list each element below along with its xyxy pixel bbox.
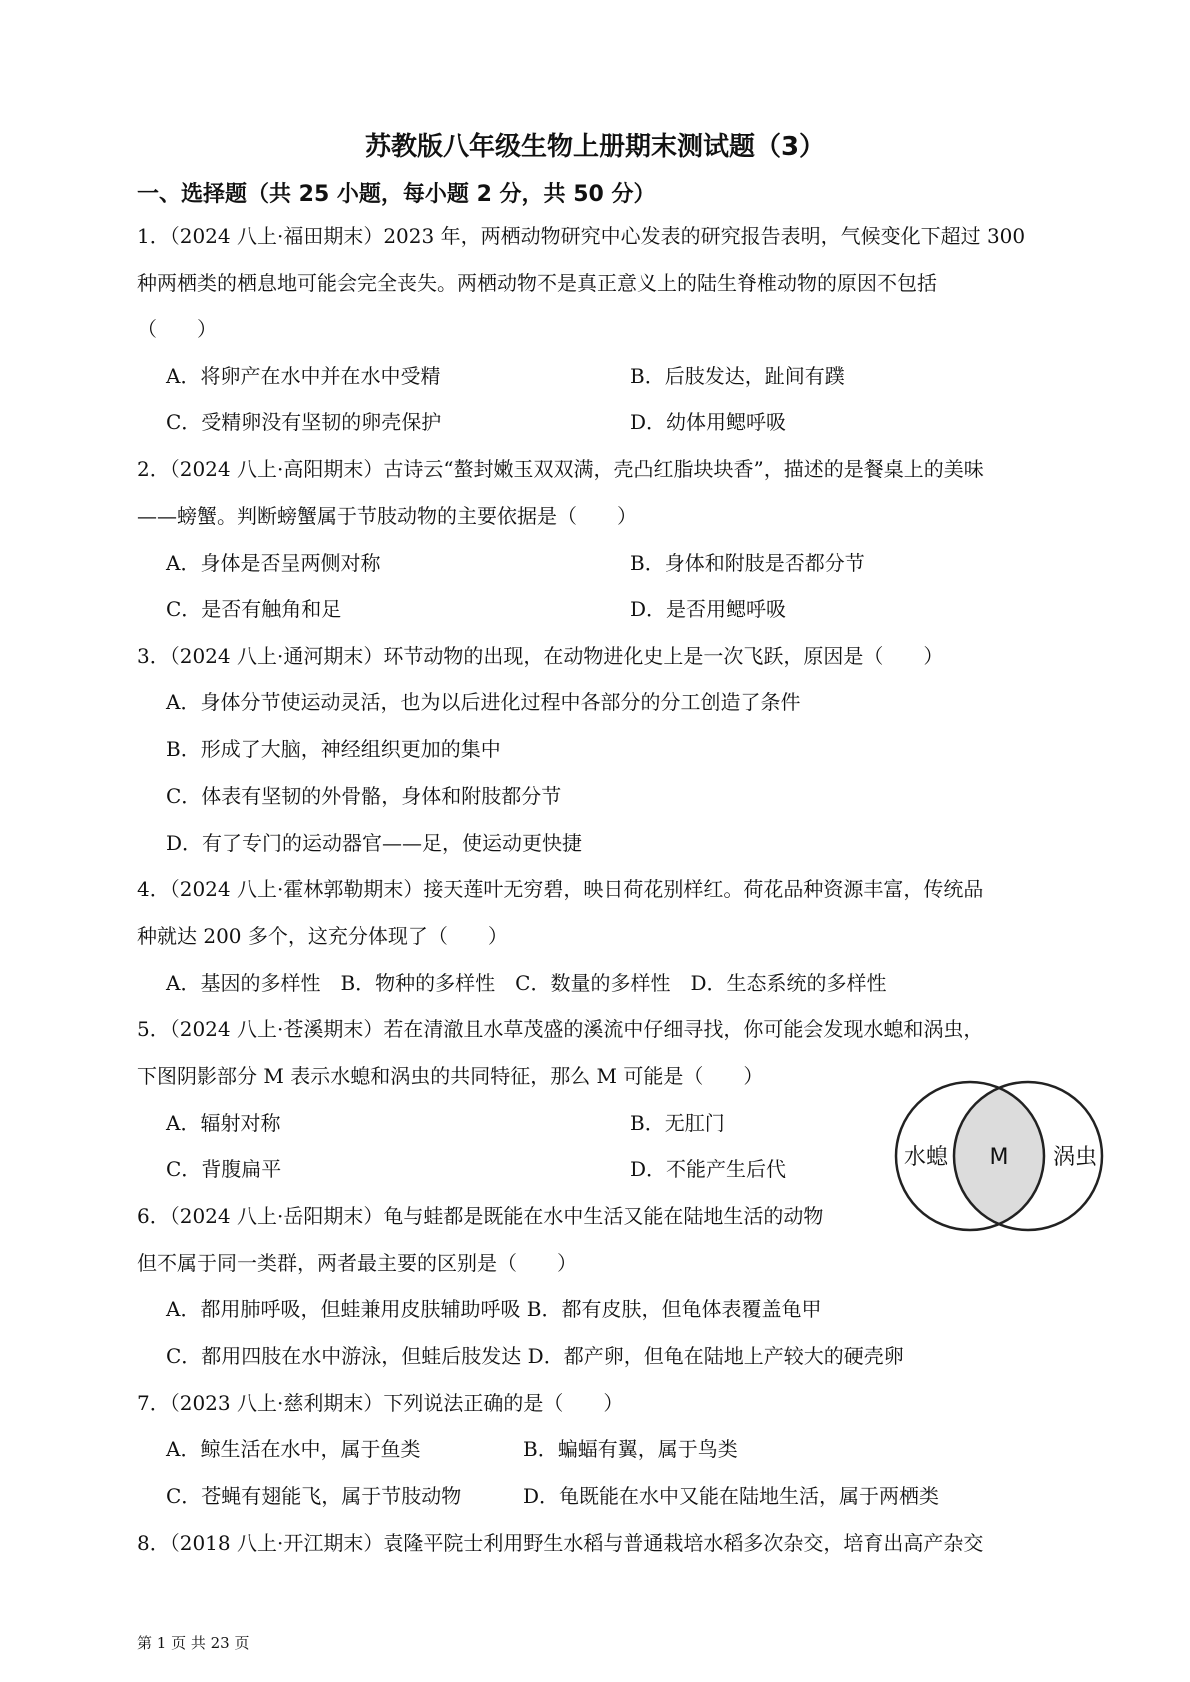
- q2-stem-line2: ——螃蟹。判断螃蟹属于节肢动物的主要依据是（ ）: [137, 504, 637, 528]
- q3-option-c: C．体表有坚韧的外骨骼，身体和附肢都分节: [166, 784, 562, 808]
- q5-stem-line2: 下图阴影部分 M 表示水螅和涡虫的共同特征，那么 M 可能是（ ）: [137, 1064, 764, 1088]
- q4-stem-line2: 种就达 200 多个，这充分体现了（ ）: [137, 924, 508, 948]
- q3-option-b: B．形成了大脑，神经组织更加的集中: [166, 737, 501, 761]
- q3-option-a: A．身体分节使运动灵活，也为以后进化过程中各部分的分工创造了条件: [166, 690, 801, 714]
- q2-option-b: B．身体和附肢是否都分节: [630, 551, 865, 575]
- q2-option-c: C．是否有触角和足: [166, 597, 342, 621]
- q6-stem-line1: 6．（2024 八上·岳阳期末）龟与蛙都是既能在水中生活又能在陆地生活的动物: [137, 1204, 824, 1228]
- q1-option-a: A．将卵产在水中并在水中受精: [166, 364, 441, 388]
- q7-option-d: D．龟既能在水中又能在陆地生活，属于两栖类: [523, 1484, 940, 1508]
- q5-option-c: C．背腹扁平: [166, 1157, 282, 1181]
- venn-label-right: 涡虫: [1052, 1145, 1098, 1170]
- q1-option-c: C．受精卵没有坚韧的卵壳保护: [166, 410, 442, 434]
- q8-stem-line1: 8．（2018 八上·开江期末）袁隆平院士利用野生水稻与普通栽培水稻多次杂交，培育出高产杂交: [137, 1531, 984, 1555]
- venn-label-left: 水螅: [903, 1145, 949, 1170]
- q3-stem-line1: 3．（2024 八上·通河期末）环节动物的出现，在动物进化史上是一次飞跃，原因是（ ）: [137, 644, 944, 668]
- q5-option-b: B．无肛门: [630, 1111, 725, 1135]
- venn-diagram: [890, 1078, 1130, 1238]
- q1-stem-line3: （ ）: [137, 317, 217, 341]
- q6-options-cd: C．都用四肢在水中游泳，但蛙后肢发达 D．都产卵，但龟在陆地上产较大的硬壳卵: [166, 1344, 904, 1368]
- venn-label-middle: M: [989, 1145, 1009, 1170]
- q7-option-a: A．鲸生活在水中，属于鱼类: [166, 1437, 421, 1461]
- q7-stem-line1: 7．（2023 八上·慈利期末）下列说法正确的是（ ）: [137, 1391, 624, 1415]
- q7-option-b: B．蝙蝠有翼，属于鸟类: [523, 1437, 738, 1461]
- q1-stem-line2: 种两栖类的栖息地可能会完全丧失。两栖动物不是真正意义上的陆生脊椎动物的原因不包括: [137, 271, 937, 295]
- page-footer: 第 1 页 共 23 页: [137, 1634, 250, 1652]
- q6-options-ab: A．都用肺呼吸，但蛙兼用皮肤辅助呼吸 B．都有皮肤，但龟体表覆盖龟甲: [166, 1297, 822, 1321]
- q2-option-a: A．身体是否呈两侧对称: [166, 551, 381, 575]
- q5-stem-line1: 5．（2024 八上·苍溪期末）若在清澈且水草茂盛的溪流中仔细寻找，你可能会发现水螅和涡虫，: [137, 1017, 984, 1041]
- section-heading: 一、选择题（共 25 小题，每小题 2 分，共 50 分）: [137, 182, 656, 207]
- page-title: 苏教版八年级生物上册期末测试题（3）: [364, 132, 826, 162]
- q1-option-b: B．后肢发达，趾间有蹼: [630, 364, 845, 388]
- q5-option-a: A．辐射对称: [166, 1111, 281, 1135]
- q6-stem-line2: 但不属于同一类群，两者最主要的区别是（ ）: [137, 1251, 577, 1275]
- q4-options: A．基因的多样性 B．物种的多样性 C．数量的多样性 D．生态系统的多样性: [166, 971, 887, 995]
- q2-option-d: D．是否用鳃呼吸: [630, 597, 787, 621]
- q1-stem-line1: 1．（2024 八上·福田期末）2023 年，两栖动物研究中心发表的研究报告表明，气候变化下超过 300: [137, 224, 1026, 248]
- q3-option-d: D．有了专门的运动器官——足，使运动更快捷: [166, 831, 583, 855]
- q5-option-d: D．不能产生后代: [630, 1157, 787, 1181]
- q4-stem-line1: 4．（2024 八上·霍林郭勒期末）接天莲叶无穷碧，映日荷花别样红。荷花品种资源丰富，传统品: [137, 877, 984, 901]
- q1-option-d: D．幼体用鳃呼吸: [630, 410, 787, 434]
- q2-stem-line1: 2．（2024 八上·高阳期末）古诗云“螯封嫩玉双双满，壳凸红脂块块香”，描述的是餐桌上的美味: [137, 457, 984, 481]
- q7-option-c: C．苍蝇有翅能飞，属于节肢动物: [166, 1484, 462, 1508]
